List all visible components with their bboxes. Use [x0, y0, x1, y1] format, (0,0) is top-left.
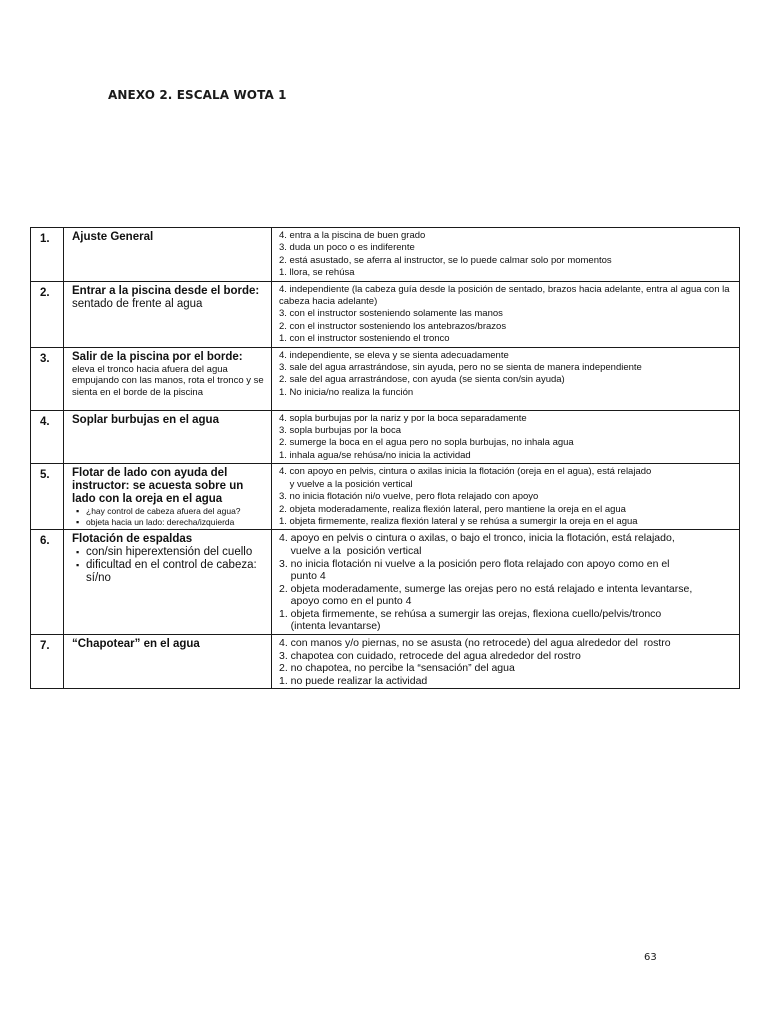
table-row — [31, 464, 740, 530]
criteria-cell — [272, 410, 740, 464]
criterion: vuelve a la posición vertical — [279, 544, 422, 557]
criterion: 3. chapotea con cuidado, retrocede del agua alrededor del rostro — [279, 649, 581, 662]
criterion: 2. sumerge la boca en el agua pero no sopla burbujas, no inhala agua — [279, 437, 574, 449]
criteria-cell — [272, 281, 740, 347]
item-number: 1. — [31, 228, 64, 282]
item-title: Ajuste General — [72, 231, 154, 243]
criterion: 1. con el instructor sosteniendo el tronco — [279, 333, 450, 345]
criterion: 3. duda un poco o es indiferente — [279, 242, 415, 254]
item-title: Salir de la piscina por el borde: — [72, 350, 243, 363]
criterion: 2. sale del agua arrastrándose, con ayuda (se sienta con/sin ayuda) — [279, 374, 565, 386]
criterion: 1. no puede realizar la actividad — [279, 674, 428, 687]
criterion: 3. con el instructor sosteniendo solamente las manos — [279, 308, 503, 320]
criteria-cell — [272, 228, 740, 282]
criterion: 4. entra a la piscina de buen grado — [279, 230, 426, 241]
criterion: 3. sale del agua arrastrándose, sin ayuda, pero no se sienta de manera independiente — [279, 362, 642, 374]
item-cell — [64, 228, 272, 282]
item-bullet: ▪ ¿hay control de cabeza afuera del agua? — [76, 506, 267, 517]
criterion: 2. objeta moderadamente, sumerge las orejas pero no está relajado e intenta levantarse, — [279, 582, 693, 595]
item-number: 7. — [31, 635, 64, 689]
criterion: punto 4 — [279, 570, 326, 583]
item-title: Soplar burbujas en el agua — [72, 413, 219, 426]
criterion: apoyo como en el punto 4 — [279, 595, 412, 608]
criterion: 2. con el instructor sosteniendo los antebrazos/brazos — [279, 320, 507, 332]
criterion: 1. objeta firmemente, realiza flexión lateral y se rehúsa a sumergir la oreja en el agua — [279, 515, 638, 527]
wota-scale-table — [30, 227, 740, 689]
table-row — [31, 281, 740, 347]
criterion: 2. objeta moderadamente, realiza flexión lateral, pero mantiene la oreja en el agua — [279, 503, 626, 515]
item-bullet: ▪ con/sin hiperextensión del cuello — [76, 546, 267, 559]
criterion: 4. con apoyo en pelvis, cintura o axilas inicia la flotación (oreja en el agua), está relajado — [279, 466, 652, 478]
item-cell — [64, 347, 272, 410]
item-title: Flotar de lado con ayuda del instructor: se acuesta sobre un lado con la oreja en el agua — [72, 467, 244, 506]
item-number: 4. — [31, 410, 64, 464]
item-description: eleva el tronco hacia afuera del agua empujando con las manos, rota el tronco y se sienta en el borde de la piscina — [72, 363, 264, 398]
criterion: 2. no chapotea, no percibe la “sensación” del agua — [279, 662, 515, 675]
item-cell — [64, 410, 272, 464]
page-number: 63 — [644, 952, 657, 963]
table-row — [31, 228, 740, 282]
item-title: “Chapotear” en el agua — [72, 638, 200, 651]
item-bullet-list — [72, 506, 267, 528]
criteria-cell — [272, 635, 740, 689]
item-number: 2. — [31, 281, 64, 347]
item-bullet: ▪ dificultad en el control de cabeza: sí/no — [76, 559, 267, 585]
item-bullet-list — [72, 546, 267, 585]
item-cell — [64, 464, 272, 530]
item-cell — [64, 635, 272, 689]
table-row — [31, 410, 740, 464]
criterion: 3. no inicia flotación ni vuelve a la posición pero flota relajado con apoyo como en el — [279, 557, 670, 570]
criterion: 4. independiente (la cabeza guía desde la posición de sentado, brazos hacia adelante, entra al agua con la cabeza hacia adelante) — [279, 283, 733, 308]
item-title-tail: sentado de frente al agua — [72, 297, 203, 310]
criteria-cell — [272, 347, 740, 410]
criterion: 1. No inicia/no realiza la función — [279, 386, 414, 398]
criteria-cell — [272, 530, 740, 635]
criterion: y vuelve a la posición vertical — [279, 478, 413, 490]
table-row — [31, 635, 740, 689]
item-bullet: ▪ objeta hacia un lado: derecha/izquierda — [76, 517, 267, 528]
table-row — [31, 530, 740, 635]
item-cell — [64, 530, 272, 635]
criterion: 3. no inicia flotación ni/o vuelve, pero flota relajado con apoyo — [279, 491, 539, 503]
item-title — [72, 285, 267, 311]
item-number: 3. — [31, 347, 64, 410]
criterion: 4. independiente, se eleva y se sienta adecuadamente — [279, 349, 509, 361]
criterion: 2. está asustado, se aferra al instructor, se lo puede calmar solo por momentos — [279, 254, 612, 266]
criterion: 1. llora, se rehúsa — [279, 267, 355, 279]
criterion: 1. objeta firmemente, se rehúsa a sumergir las orejas, flexiona cuello/pelvis/tronco — [279, 607, 662, 620]
criteria-cell — [272, 464, 740, 530]
criterion: 3. sopla burbujas por la boca — [279, 425, 401, 437]
table-row — [31, 347, 740, 410]
item-title-bold: Entrar a la piscina desde el borde: — [72, 284, 260, 297]
criterion: 4. con manos y/o piernas, no se asusta (no retrocede) del agua alrededor del rostro — [279, 637, 671, 650]
criterion: 4. sopla burbujas por la nariz y por la boca separadamente — [279, 412, 527, 424]
criterion: 1. inhala agua/se rehúsa/no inicia la actividad — [279, 449, 471, 461]
item-number: 6. — [31, 530, 64, 635]
document-title: ANEXO 2. ESCALA WOTA 1 — [108, 88, 287, 102]
item-cell — [64, 281, 272, 347]
criterion: 4. apoyo en pelvis o cintura o axilas, o bajo el tronco, inicia la flotación, está relajado, — [279, 532, 675, 545]
item-title: Flotación de espaldas — [72, 533, 193, 546]
criterion: (intenta levantarse) — [279, 620, 381, 633]
item-number: 5. — [31, 464, 64, 530]
